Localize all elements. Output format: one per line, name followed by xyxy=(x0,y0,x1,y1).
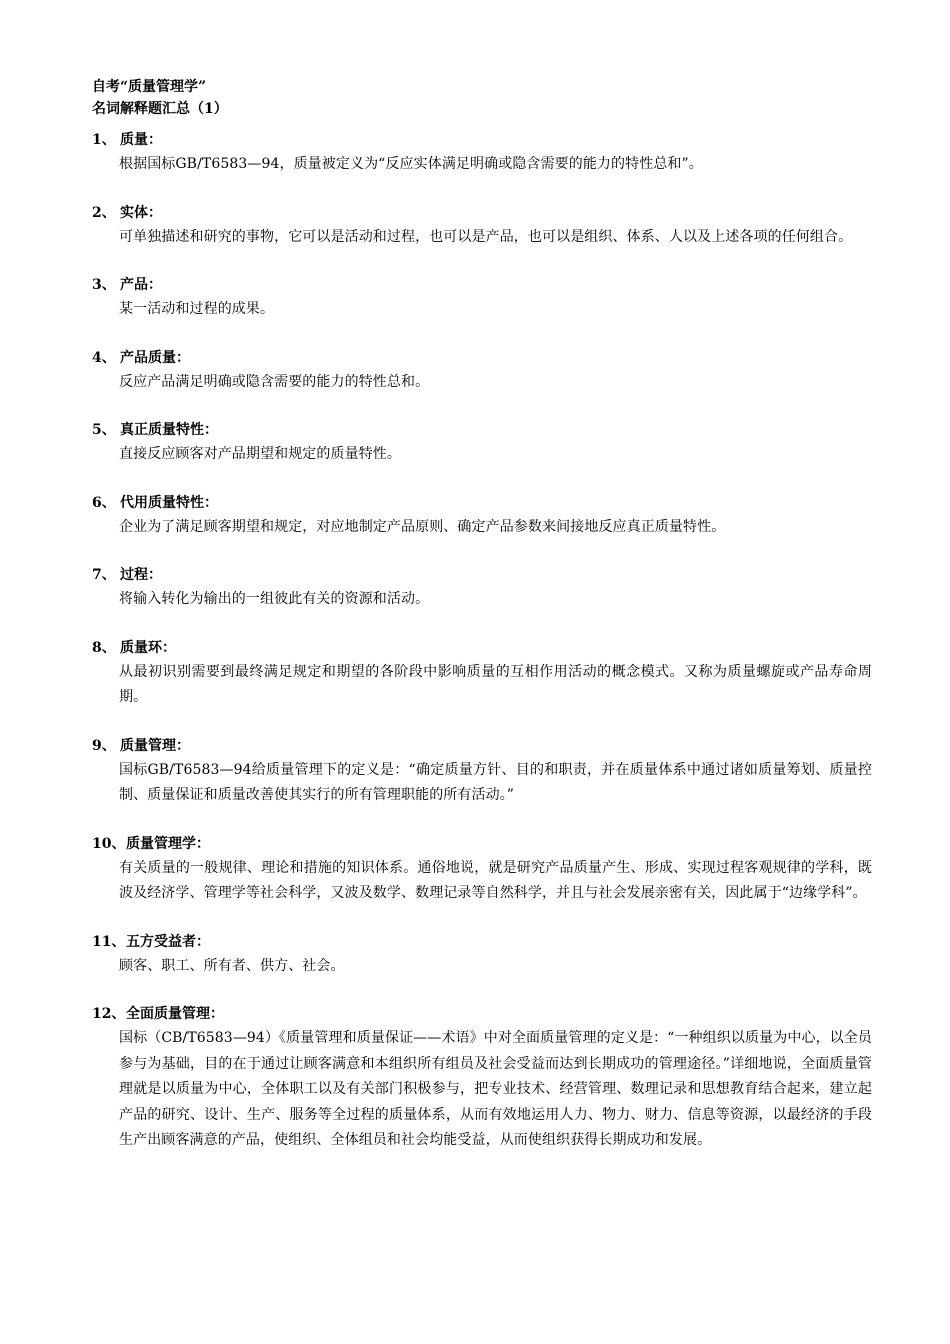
term-heading xyxy=(92,491,872,515)
entry-spacer xyxy=(92,395,872,418)
glossary-entry-8 xyxy=(92,636,872,711)
term-heading xyxy=(92,1002,872,1026)
term-name: 质量管理学： xyxy=(126,835,210,852)
term-heading xyxy=(92,563,872,587)
term-name: 质量环： xyxy=(120,639,176,656)
term-definition: 可单独描述和研究的事物，它可以是活动和过程，也可以是产品，也可以是组织、体系、人以及上述各项的任何组合。 xyxy=(119,228,853,245)
term-number: 4、 xyxy=(92,349,116,366)
glossary-entry-4 xyxy=(92,346,872,396)
document-header xyxy=(92,76,872,120)
term-name: 真正质量特性： xyxy=(120,422,218,438)
entry-spacer xyxy=(92,468,872,491)
entry-spacer xyxy=(92,613,872,636)
glossary-entry-1 xyxy=(92,128,872,178)
glossary-entry-2 xyxy=(92,201,872,251)
document-title: 自考“质量管理学” xyxy=(92,79,207,95)
term-name: 五方受益者： xyxy=(126,933,210,950)
term-definition: 顾客、职工、所有者、供方、社会。 xyxy=(119,957,345,974)
entry-spacer xyxy=(92,323,872,346)
entry-spacer xyxy=(92,178,872,201)
term-number: 11、 xyxy=(92,933,126,950)
term-definition: 国标GB/T6583—94给质量管理下的定义是：“确定质量方针、目的和职责，并在质量体系中通过诸如质量筹划、质量控制、质量保证和质量改善使其实行的所有管理职能的所有活动。” xyxy=(119,761,872,803)
term-name: 全面质量管理： xyxy=(126,1006,224,1022)
term-number: 5、 xyxy=(92,422,116,438)
term-name: 产品： xyxy=(120,277,162,293)
glossary-entry-5 xyxy=(92,418,872,468)
glossary-list xyxy=(92,128,872,1154)
term-number: 12、 xyxy=(92,1006,126,1022)
term-heading xyxy=(92,273,872,297)
term-definition: 国标（CB/T6583—94）《质量管理和质量保证——术语》中对全面质量管理的定义是：“一种组织以质量为中心，以全员参与为基础，目的在于通过让顾客满意和本组织所有组员及社会受益而达到长期成功的管理途径。”详细地说，全面质量管理就是以质量为中心，全体职工以及有关部门积极参与，把专业技术、经营管理、数理记录和思想教育结合起来，建立起产品的研究、设计、生产、服务等全过程的质量体系，从而有效地运用人力、物力、财力、信息等资源，以最经济的手段生产出顾客满意的产品，使组织、全体组员和社会均能受益，从而使组织获得长期成功和发展。 xyxy=(119,1030,872,1148)
term-number: 2、 xyxy=(92,204,116,221)
term-heading xyxy=(92,734,872,758)
term-name: 质量管理： xyxy=(120,737,190,754)
glossary-entry-11 xyxy=(92,930,872,980)
term-definition: 有关质量的一般规律、理论和措施的知识体系。通俗地说，就是研究产品质量产生、形成、实现过程客观规律的学科，既波及经济学、管理学等社会科学，又波及数学、数理记录等自然科学，并且与社会发展亲密有关，因此属于“边缘学科”。 xyxy=(119,859,872,901)
term-definition: 反应产品满足明确或隐含需要的能力的特性总和。 xyxy=(119,373,430,390)
term-name: 代用质量特性： xyxy=(120,494,218,511)
term-definition: 企业为了满足顾客期望和规定，对应地制定产品原则、确定产品参数来间接地反应真正质量特性。 xyxy=(119,518,726,535)
term-number: 3、 xyxy=(92,277,116,293)
glossary-entry-12 xyxy=(92,1002,872,1154)
term-heading xyxy=(92,346,872,370)
term-definition: 直接反应顾客对产品期望和规定的质量特性。 xyxy=(119,446,401,462)
term-number: 10、 xyxy=(92,835,126,852)
glossary-entry-6 xyxy=(92,491,872,541)
term-number: 8、 xyxy=(92,639,116,656)
term-definition: 根据国标GB/T6583—94，质量被定义为“反应实体满足明确或隐含需要的能力的特性总和”。 xyxy=(119,156,703,172)
entry-spacer xyxy=(92,540,872,563)
term-number: 6、 xyxy=(92,494,116,511)
entry-spacer xyxy=(92,711,872,734)
glossary-entry-10 xyxy=(92,832,872,907)
term-definition: 某一活动和过程的成果。 xyxy=(119,301,275,317)
glossary-entry-7 xyxy=(92,563,872,613)
term-definition: 从最初识别需要到最终满足规定和期望的各阶段中影响质量的互相作用活动的概念模式。又称为质量螺旋或产品寿命周期。 xyxy=(119,663,872,705)
entry-spacer xyxy=(92,809,872,832)
term-heading xyxy=(92,832,872,856)
glossary-entry-3 xyxy=(92,273,872,323)
term-name: 产品质量： xyxy=(120,349,190,366)
term-name: 质量： xyxy=(120,132,162,148)
term-heading xyxy=(92,201,872,225)
term-name: 实体： xyxy=(120,204,162,221)
entry-spacer xyxy=(92,907,872,930)
entry-spacer xyxy=(92,979,872,1002)
term-heading xyxy=(92,128,872,152)
term-name: 过程： xyxy=(120,567,162,583)
term-heading xyxy=(92,636,872,660)
term-definition: 将输入转化为输出的一组彼此有关的资源和活动。 xyxy=(119,591,430,607)
term-number: 1、 xyxy=(92,132,116,148)
glossary-entry-9 xyxy=(92,734,872,809)
term-number: 9、 xyxy=(92,737,116,754)
term-heading xyxy=(92,930,872,954)
term-number: 7、 xyxy=(92,567,116,583)
entry-spacer xyxy=(92,250,872,273)
document-subtitle: 名词解释题汇总（1） xyxy=(92,101,228,117)
term-heading xyxy=(92,418,872,442)
